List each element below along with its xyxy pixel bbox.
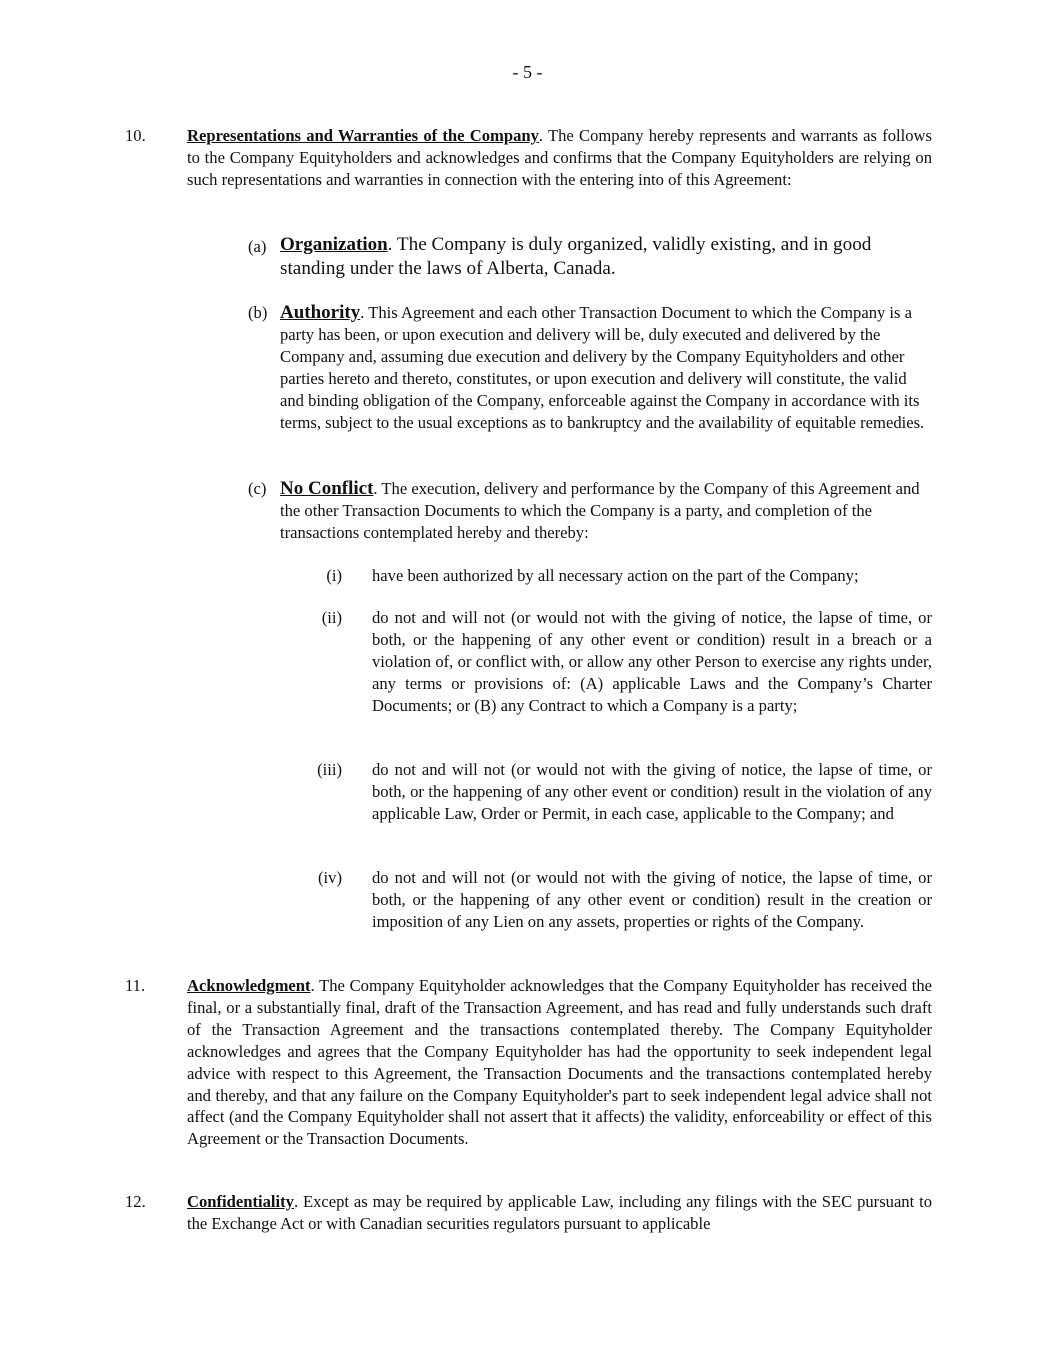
subsection-label: (a) xyxy=(248,237,267,256)
section-number: 12. xyxy=(125,1192,146,1211)
item-text: have been authorized by all necessary action on the part of the Company; xyxy=(372,566,859,585)
item-text: do not and will not (or would not with the giving of notice, the lapse of time, or both, or the happening of any other event or condition) result in the creation or imposition of any Lien on any assets, properties or rights of the Company. xyxy=(372,868,932,931)
subsection-text: . This Agreement and each other Transaction Document to which the Company is a party has been, or upon execution and delivery will be, duly executed and delivered by the Company and, assuming due execution and delivery by the Company Equityholders and other parties hereto and thereto, constitutes, or upon execution and delivery will constitute, the valid and binding obligation of the Company, enforceable against the Company in accordance with its terms, subject to the usual exceptions as to bankruptcy and the availability of equitable remedies. xyxy=(280,303,925,432)
section-number: 10. xyxy=(125,126,146,145)
subsection-heading: Organization xyxy=(280,234,388,255)
item-iii xyxy=(317,759,932,825)
item-label: (ii) xyxy=(321,608,342,627)
subsection-text: . The execution, delivery and performance by the Company of this Agreement and the other Transaction Documents to which the Company is a party, and completion of the transactions contemplated hereby and thereby: xyxy=(280,479,920,542)
section-12 xyxy=(125,1191,932,1235)
subsection-label: (b) xyxy=(248,303,268,322)
section-heading: Representations and Warranties of the Company xyxy=(187,126,539,145)
section-text: . Except as may be required by applicable Law, including any filings with the SEC pursuant to the Exchange Act or with Canadian securities regulators pursuant to applicable xyxy=(187,1192,932,1233)
section-heading: Confidentiality xyxy=(187,1192,294,1211)
subsection-text: . The Company is duly organized, validly existing, and in good standing under the laws of Alberta, Canada. xyxy=(280,234,872,279)
subsection-heading: Authority xyxy=(280,302,361,323)
section-text: . The Company hereby represents and warrants as follows to the Company Equityholders and acknowledges and confirms that the Company Equityholders are relying on such representations and warranties in connection with the entering into of this Agreement: xyxy=(187,126,933,189)
item-iv xyxy=(318,867,932,933)
page-number: - 5 - xyxy=(512,62,543,82)
section-10 xyxy=(125,125,933,191)
subsection-a xyxy=(248,233,930,281)
subsection-label: (c) xyxy=(248,479,267,498)
subsection-heading: No Conflict xyxy=(280,478,374,499)
section-text: . The Company Equityholder acknowledges that the Company Equityholder has received the final, or a substantially final, draft of the Transaction Agreement, and has read and fully understands such draft of the Transaction Agreement and the transactions contemplated thereby. The Company Equityholder acknowledges and agrees that the Company Equityholder has had the opportunity to seek independent legal advice with respect to this Agreement, the Transaction Documents and the transactions contemplated hereby and thereby, and that any failure on the Company Equityholder's part to seek independent legal advice shall not affect (and the Company Equityholder shall not assert that it affects) the validity, enforceability or effect of this Agreement or the Transaction Documents. xyxy=(187,976,932,1149)
item-text: do not and will not (or would not with the giving of notice, the lapse of time, or both, or the happening of any other event or condition) result in the violation of any applicable Law, Order or Permit, in each case, applicable to the Company; and xyxy=(372,760,932,823)
item-i xyxy=(326,565,932,587)
section-number: 11. xyxy=(125,976,146,995)
item-text: do not and will not (or would not with the giving of notice, the lapse of time, or both, or the happening of any other event or condition) result in a breach or a violation of, or conflict with, or allow any other Person to exercise any rights under, any terms or provisions of: (A) applicable Laws and the Company’s Charter Documents; or (B) any Contract to which a Company is a party; xyxy=(372,608,932,715)
item-ii xyxy=(321,607,932,717)
item-label: (i) xyxy=(326,566,342,585)
subsection-c xyxy=(248,478,930,544)
item-label: (iii) xyxy=(317,760,342,779)
subsection-b xyxy=(248,302,930,433)
item-label: (iv) xyxy=(318,868,342,887)
section-heading: Acknowledgment xyxy=(187,976,311,995)
section-11 xyxy=(125,975,932,1150)
